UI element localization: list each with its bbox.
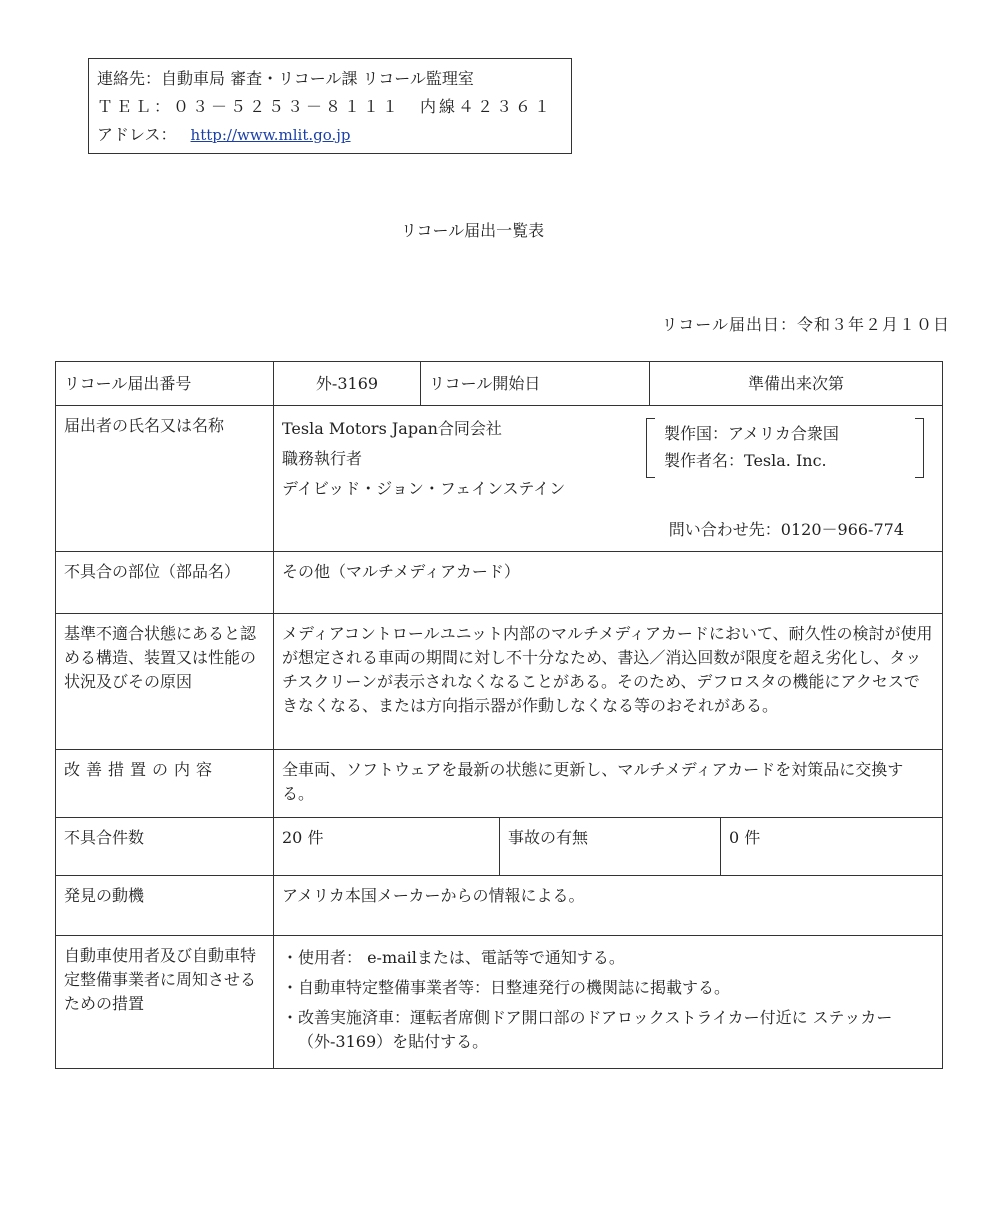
condition-text: メディアコントロールユニット内部のマルチメディアカードにおいて、耐久性の検討が使用が想定される車両の期間に対し不十分なため、書込／消込回数が限度を超え劣化し、タッチスクリーンが表示されなくなることがある。そのため、デフロスタの機能にアクセスできなくなる、または方向指示器が作動しなくなる等のおそれがある。 xyxy=(274,614,943,750)
filing-date: リコール届出日：令和３年２月１０日 xyxy=(661,315,950,334)
document-title: リコール届出一覧表 xyxy=(400,221,545,240)
accident-count: 0 件 xyxy=(721,818,943,876)
start-date-label: リコール開始日 xyxy=(421,362,650,406)
applicant-label: 届出者の氏名又は名称 xyxy=(56,406,274,552)
applicant-person: デイビッド・ジョン・フェインステイン xyxy=(282,479,566,498)
defect-count: 20 件 xyxy=(274,818,500,876)
applicant-role: 職務執行者 xyxy=(282,449,363,468)
recall-no-label: リコール届出番号 xyxy=(56,362,274,406)
address-link[interactable]: http://www.mlit.go.jp xyxy=(190,126,351,144)
discovery-text: アメリカ本国メーカーからの情報による。 xyxy=(274,876,943,936)
contact-tel: ＴＥＬ：０３－５２５３－８１１１ 内線４２３６１ xyxy=(97,97,554,116)
condition-label: 基準不適合状態にあると認める構造、装置又は性能の状況及びその原因 xyxy=(56,614,274,750)
contact-address xyxy=(97,121,571,149)
notify-item: ・改善実施済車：運転者席側ドア開口部のドアロックストライカー付近に ステッカー（外-3169）を貼付する。 xyxy=(282,1008,893,1051)
remedy-label: 改善措置の内容 xyxy=(56,750,274,818)
notify-label: 自動車使用者及び自動車特定整備事業者に周知させるための措置 xyxy=(56,936,274,1069)
defect-part-label: 不具合の部位（部品名） xyxy=(56,552,274,614)
start-date: 準備出来次第 xyxy=(650,362,943,406)
manufacturer-name: 製作者名：Tesla. Inc. xyxy=(664,451,827,470)
notify-cell xyxy=(274,936,943,1069)
recall-no: 外-3169 xyxy=(274,362,421,406)
notify-item: ・自動車特定整備事業者等：日整連発行の機関誌に掲載する。 xyxy=(282,978,731,997)
discovery-label: 発見の動機 xyxy=(56,876,274,936)
address-label: アドレス： xyxy=(97,125,177,144)
inquiry-phone: 問い合わせ先：0120－966-774 xyxy=(668,520,905,539)
origin-country: 製作国：アメリカ合衆国 xyxy=(664,424,839,443)
accident-label: 事故の有無 xyxy=(500,818,721,876)
applicant-cell xyxy=(274,406,943,552)
contact-box xyxy=(88,58,572,154)
defect-count-label: 不具合件数 xyxy=(56,818,274,876)
defect-part: その他（マルチメディアカード） xyxy=(274,552,943,614)
notify-item: ・使用者： e-mailまたは、電話等で通知する。 xyxy=(282,948,625,967)
applicant-company: Tesla Motors Japan合同会社 xyxy=(282,419,502,438)
bracket-left xyxy=(646,418,655,478)
contact-line: 連絡先：自動車局 審査・リコール課 リコール監理室 xyxy=(97,69,474,88)
remedy-text: 全車両、ソフトウェアを最新の状態に更新し、マルチメディアカードを対策品に交換する。 xyxy=(274,750,943,818)
bracket-right xyxy=(915,418,924,478)
manufacturer-bracket xyxy=(646,418,924,478)
recall-table xyxy=(55,361,943,1069)
